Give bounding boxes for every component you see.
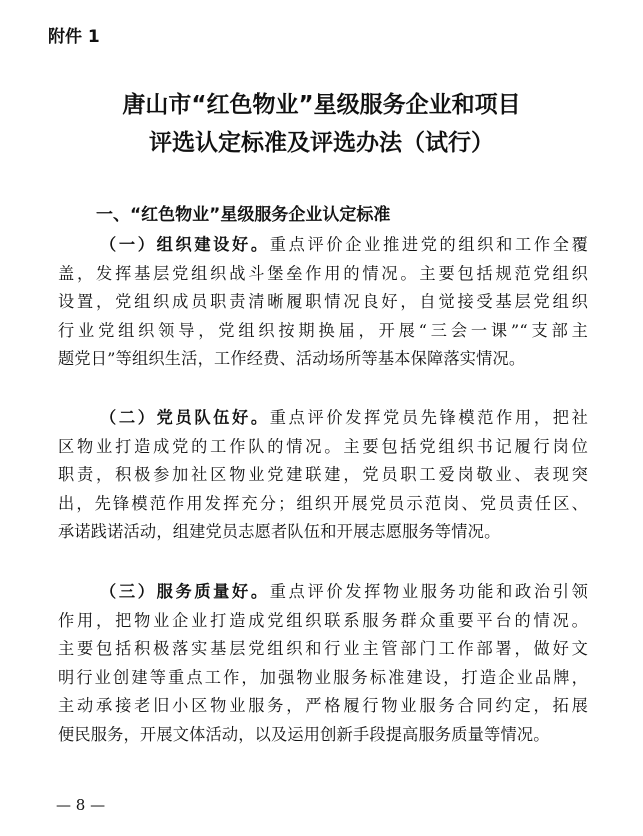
paragraph-service-quality bbox=[58, 578, 588, 750]
paragraph-line: 作用，把物业企业打造成党组织联系服务群众重要平台的情况。 bbox=[58, 610, 588, 630]
paragraph-line: 设置，党组织成员职责清晰履职情况良好，自觉接受基层党组织 bbox=[58, 292, 588, 312]
paragraph-lead: （三）服务质量好。 bbox=[100, 582, 270, 601]
paragraph-line: 承诺践诺活动，组建党员志愿者队伍和开展志愿服务等情况。 bbox=[58, 522, 501, 542]
paragraph-line: 区物业打造成党的工作队的情况。主要包括党组织书记履行岗位 bbox=[58, 436, 588, 456]
paragraph-line: 明行业创建等重点工作，加强物业服务标准建设，打造企业品牌， bbox=[58, 667, 588, 687]
paragraph-organization bbox=[58, 231, 588, 374]
paragraph-line: 出，先锋模范作用发挥充分；组织开展党员示范岗、党员责任区、 bbox=[58, 493, 588, 513]
paragraph-line: 便民服务，开展文体活动，以及运用创新手段提高服务质量等情况。 bbox=[58, 724, 550, 744]
document-title bbox=[0, 86, 643, 162]
attachment-label: 附件 1 bbox=[48, 27, 100, 47]
paragraph-text: 重点评价企业推进党的组织和工作全覆 bbox=[269, 235, 588, 254]
section-heading: 一、“红色物业”星级服务企业认定标准 bbox=[96, 205, 391, 225]
paragraph-line: 主要包括积极落实基层党组织和行业主管部门工作部署，做好文 bbox=[58, 639, 588, 659]
title-line-2: 评选认定标准及评选办法（试行） bbox=[149, 130, 494, 156]
page-number: — 8 — bbox=[56, 796, 106, 814]
paragraph-lead: （一）组织建设好。 bbox=[100, 235, 270, 254]
paragraph-line: 主动承接老旧小区物业服务，严格履行物业服务合同约定，拓展 bbox=[58, 696, 588, 716]
paragraph-lead: （二）党员队伍好。 bbox=[100, 408, 270, 427]
paragraph-party-members bbox=[58, 404, 588, 547]
paragraph-line: 行业党组织领导，党组织按期换届，开展“三会一课”“支部主 bbox=[58, 320, 588, 340]
title-line-1: 唐山市“红色物业”星级服务企业和项目 bbox=[122, 92, 521, 118]
paragraph-line bbox=[58, 231, 588, 260]
paragraph-line bbox=[58, 404, 588, 433]
paragraph-line bbox=[58, 578, 588, 607]
paragraph-text: 重点评价发挥物业服务功能和政治引领 bbox=[269, 582, 588, 601]
paragraph-line: 题党日”等组织生活，工作经费、活动场所等基本保障落实情况。 bbox=[58, 349, 526, 369]
paragraph-text: 重点评价发挥党员先锋模范作用，把社 bbox=[269, 408, 588, 427]
paragraph-line: 职责，积极参加社区物业党建联建，党员职工爱岗敬业、表现突 bbox=[58, 465, 588, 485]
paragraph-line: 盖，发挥基层党组织战斗堡垒作用的情况。主要包括规范党组织 bbox=[58, 263, 588, 283]
